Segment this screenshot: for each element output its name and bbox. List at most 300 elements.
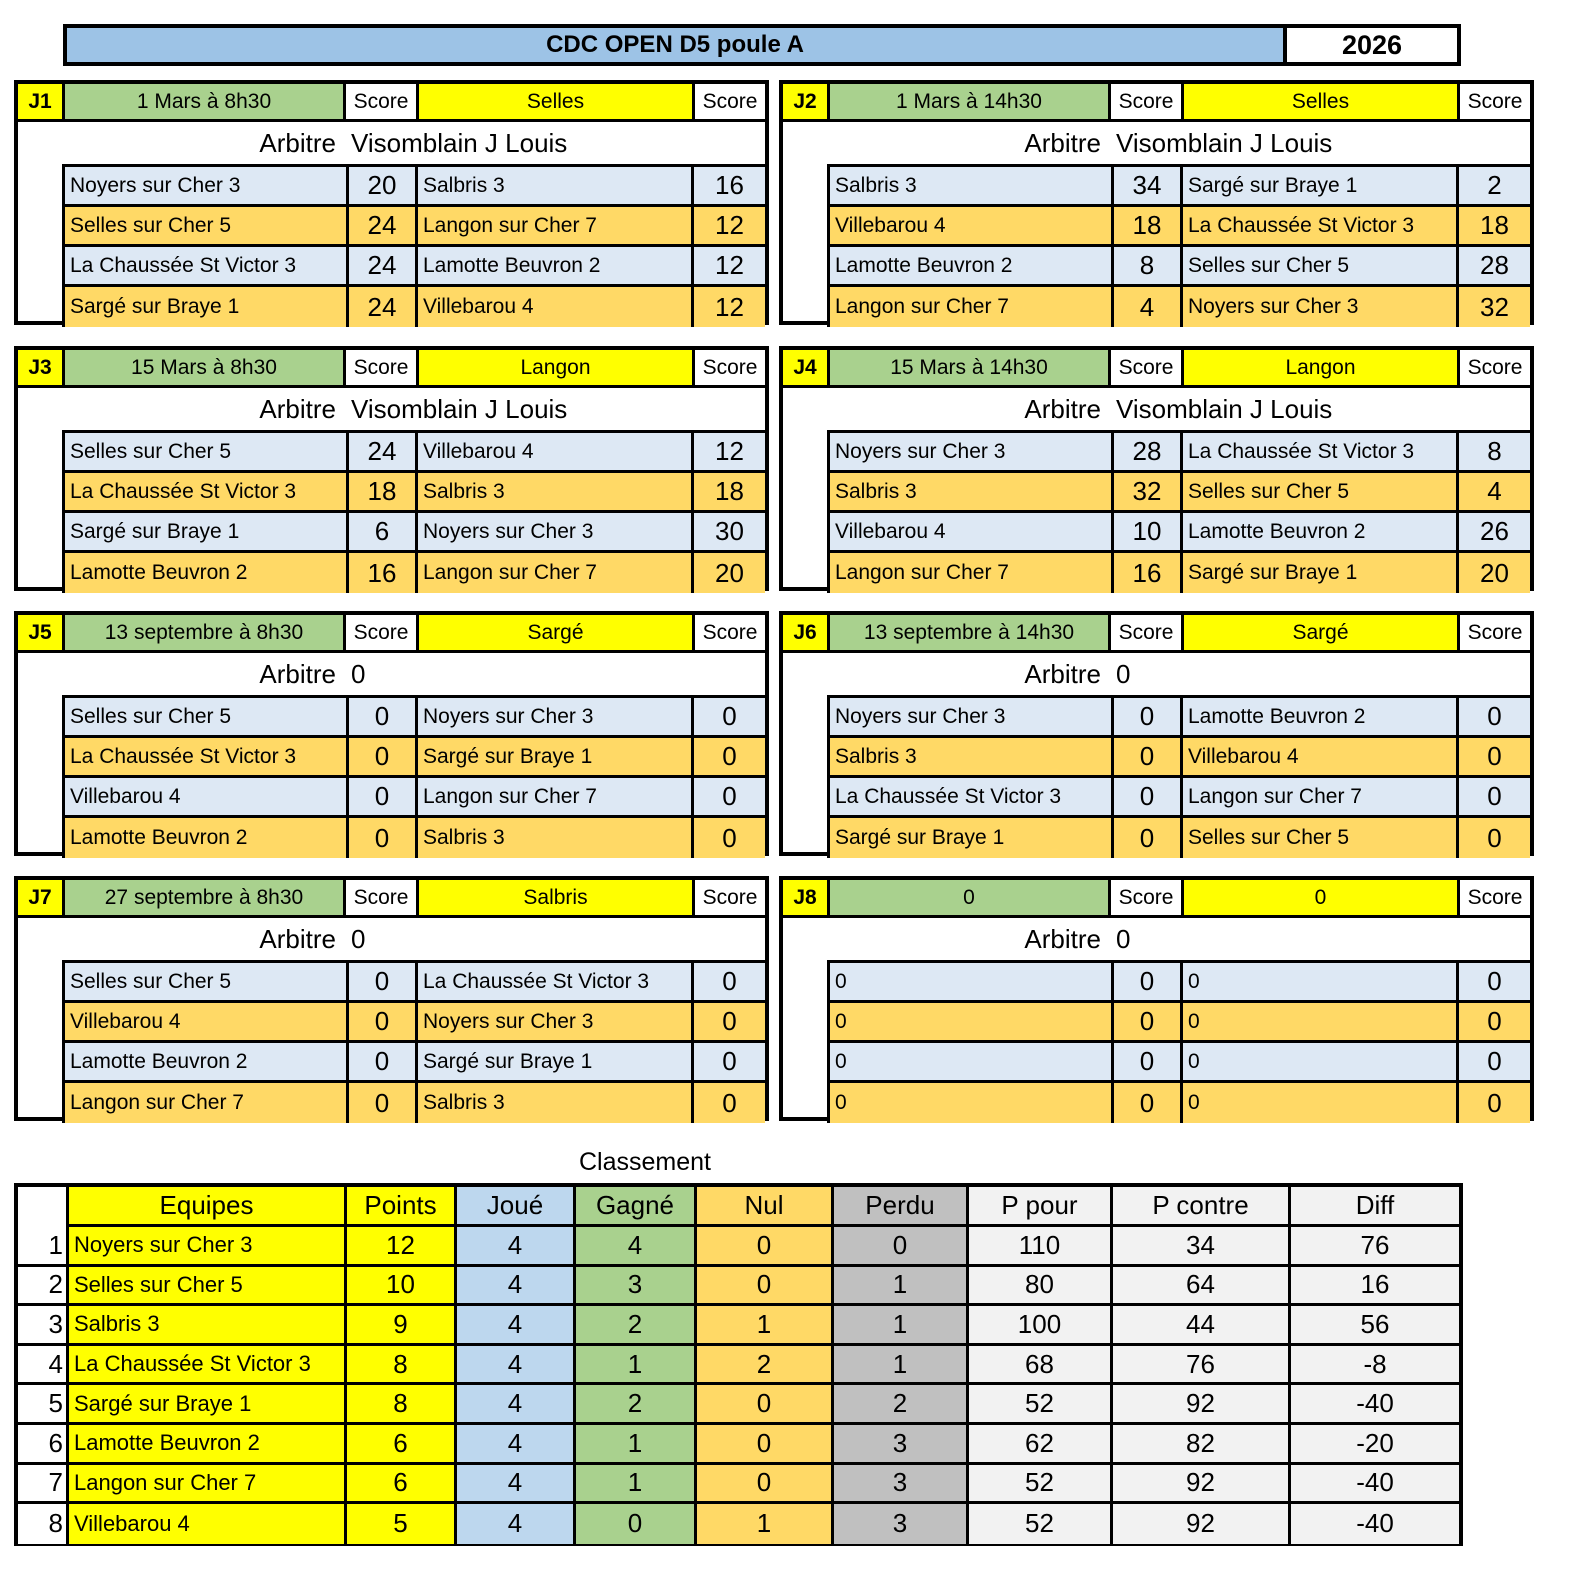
- matchday-date: 1 Mars à 8h30: [65, 84, 346, 122]
- team-cell: Selles sur Cher 5: [66, 1267, 347, 1304]
- match-row: [62, 778, 765, 818]
- match-row: [62, 247, 765, 287]
- match-row: [62, 287, 765, 327]
- p-pour-cell: 52: [969, 1504, 1113, 1544]
- away-team: Villebarou 4: [415, 287, 691, 327]
- score-header-home: Score: [1111, 350, 1184, 388]
- referee-label: Arbitre: [1024, 924, 1101, 954]
- nul-cell: 0: [697, 1227, 834, 1264]
- away-team: Selles sur Cher 5: [1180, 473, 1456, 510]
- home-team: Langon sur Cher 7: [62, 1083, 346, 1123]
- matchday-label: J5: [18, 615, 65, 653]
- home-team: 0: [827, 1043, 1111, 1080]
- matchday-date: 13 septembre à 14h30: [830, 615, 1111, 653]
- matchday-venue: Sargé: [1184, 615, 1460, 653]
- score-header-home: Score: [346, 615, 419, 653]
- score-header-away: Score: [695, 880, 765, 918]
- col-p-contre: P contre: [1113, 1187, 1291, 1227]
- nul-cell: 0: [697, 1385, 834, 1422]
- sheet-title: CDC OPEN D5 poule A: [63, 24, 1287, 66]
- home-team: Noyers sur Cher 3: [62, 167, 346, 204]
- away-score: 20: [691, 553, 765, 593]
- away-team: Lamotte Beuvron 2: [1180, 513, 1456, 550]
- away-team: Villebarou 4: [415, 433, 691, 470]
- match-row: [827, 698, 1530, 738]
- home-score: 8: [1111, 247, 1180, 284]
- away-score: 2: [1456, 167, 1530, 204]
- diff-cell: 16: [1291, 1267, 1459, 1304]
- match-row: [827, 738, 1530, 778]
- col-p-pour: P pour: [969, 1187, 1113, 1227]
- matchday-date: 13 septembre à 8h30: [65, 615, 346, 653]
- away-score: 0: [691, 698, 765, 735]
- matchday-venue: Langon: [1184, 350, 1460, 388]
- referee-name: Visomblain J Louis: [351, 128, 568, 158]
- gagne-cell: 2: [576, 1385, 697, 1422]
- perdu-cell: 0: [834, 1227, 969, 1264]
- standings-row: [18, 1227, 1459, 1267]
- match-list: [827, 167, 1530, 327]
- match-row: [827, 513, 1530, 553]
- points-cell: 9: [347, 1306, 457, 1343]
- p-pour-cell: 100: [969, 1306, 1113, 1343]
- match-row: [827, 167, 1530, 207]
- nul-cell: 2: [697, 1346, 834, 1383]
- match-list: [827, 963, 1530, 1123]
- joue-cell: 4: [457, 1385, 576, 1422]
- rank-cell: 7: [18, 1465, 66, 1502]
- p-pour-cell: 110: [969, 1227, 1113, 1264]
- home-team: Sargé sur Braye 1: [827, 818, 1111, 858]
- home-score: 6: [346, 513, 415, 550]
- away-score: 0: [691, 738, 765, 775]
- match-row: [62, 818, 765, 858]
- perdu-cell: 1: [834, 1346, 969, 1383]
- home-team: Lamotte Beuvron 2: [62, 818, 346, 858]
- score-header-away: Score: [1460, 84, 1530, 122]
- away-score: 8: [1456, 433, 1530, 470]
- matchday-venue: 0: [1184, 880, 1460, 918]
- p-contre-cell: 64: [1113, 1267, 1291, 1304]
- away-team: Salbris 3: [415, 473, 691, 510]
- col-diff: Diff: [1291, 1187, 1459, 1227]
- away-team: 0: [1180, 963, 1456, 1000]
- matchday-block: [14, 346, 769, 591]
- col-nul: Nul: [697, 1187, 834, 1227]
- matchday-block: [14, 80, 769, 325]
- away-team: Noyers sur Cher 3: [1180, 287, 1456, 327]
- score-header-away: Score: [1460, 615, 1530, 653]
- matchday-block: [14, 611, 769, 856]
- match-list: [827, 433, 1530, 593]
- home-team: La Chaussée St Victor 3: [827, 778, 1111, 815]
- away-score: 12: [691, 207, 765, 244]
- match-row: [827, 207, 1530, 247]
- home-score: 0: [1111, 818, 1180, 858]
- referee-name: 0: [351, 659, 366, 689]
- joue-cell: 4: [457, 1267, 576, 1304]
- rank-cell: 3: [18, 1306, 66, 1343]
- matchday-venue: Sargé: [419, 615, 695, 653]
- nul-cell: 1: [697, 1504, 834, 1544]
- home-score: 4: [1111, 287, 1180, 327]
- match-row: [62, 553, 765, 593]
- match-row: [827, 433, 1530, 473]
- match-row: [62, 963, 765, 1003]
- match-row: [827, 287, 1530, 327]
- col-points: Points: [347, 1187, 457, 1227]
- standings-row: [18, 1385, 1459, 1425]
- gagne-cell: 1: [576, 1465, 697, 1502]
- p-contre-cell: 82: [1113, 1425, 1291, 1462]
- match-row: [827, 473, 1530, 513]
- score-header-away: Score: [695, 615, 765, 653]
- home-team: Sargé sur Braye 1: [62, 513, 346, 550]
- referee-row: [18, 918, 765, 960]
- gagne-cell: 3: [576, 1267, 697, 1304]
- referee-label: Arbitre: [259, 924, 336, 954]
- rank-cell: 2: [18, 1267, 66, 1304]
- home-team: Villebarou 4: [827, 513, 1111, 550]
- match-row: [827, 818, 1530, 858]
- p-contre-cell: 34: [1113, 1227, 1291, 1264]
- team-cell: Villebarou 4: [66, 1504, 347, 1544]
- score-header-home: Score: [346, 350, 419, 388]
- matchday-header: [18, 615, 765, 653]
- p-contre-cell: 92: [1113, 1385, 1291, 1422]
- home-score: 0: [346, 698, 415, 735]
- away-score: 0: [691, 1003, 765, 1040]
- home-team: Selles sur Cher 5: [62, 698, 346, 735]
- referee-label: Arbitre: [1024, 659, 1101, 689]
- diff-cell: 56: [1291, 1306, 1459, 1343]
- away-team: Lamotte Beuvron 2: [1180, 698, 1456, 735]
- home-team: Lamotte Beuvron 2: [62, 553, 346, 593]
- home-team: Noyers sur Cher 3: [827, 698, 1111, 735]
- rank-cell: 4: [18, 1346, 66, 1383]
- home-score: 0: [346, 738, 415, 775]
- p-contre-cell: 76: [1113, 1346, 1291, 1383]
- home-score: 24: [346, 287, 415, 327]
- referee-name: Visomblain J Louis: [351, 394, 568, 424]
- away-team: Langon sur Cher 7: [415, 553, 691, 593]
- match-row: [827, 778, 1530, 818]
- team-cell: Lamotte Beuvron 2: [66, 1425, 347, 1462]
- col-gagne: Gagné: [576, 1187, 697, 1227]
- matchday-block: [779, 80, 1534, 325]
- home-team: Salbris 3: [827, 473, 1111, 510]
- away-score: 18: [691, 473, 765, 510]
- away-team: 0: [1180, 1083, 1456, 1123]
- matchday-header: [18, 350, 765, 388]
- away-team: Villebarou 4: [1180, 738, 1456, 775]
- matchday-header: [783, 880, 1530, 918]
- nul-cell: 0: [697, 1465, 834, 1502]
- home-team: 0: [827, 1003, 1111, 1040]
- home-team: Selles sur Cher 5: [62, 433, 346, 470]
- away-team: 0: [1180, 1003, 1456, 1040]
- match-row: [827, 553, 1530, 593]
- joue-cell: 4: [457, 1504, 576, 1544]
- away-score: 18: [1456, 207, 1530, 244]
- diff-cell: -40: [1291, 1465, 1459, 1502]
- points-cell: 6: [347, 1465, 457, 1502]
- rank-cell: 8: [18, 1504, 66, 1544]
- p-pour-cell: 52: [969, 1465, 1113, 1502]
- joue-cell: 4: [457, 1306, 576, 1343]
- home-score: 24: [346, 207, 415, 244]
- matchday-date: 15 Mars à 8h30: [65, 350, 346, 388]
- perdu-cell: 1: [834, 1306, 969, 1343]
- home-score: 0: [1111, 738, 1180, 775]
- away-score: 16: [691, 167, 765, 204]
- away-team: Noyers sur Cher 3: [415, 698, 691, 735]
- score-header-home: Score: [346, 84, 419, 122]
- home-team: Noyers sur Cher 3: [827, 433, 1111, 470]
- diff-cell: 76: [1291, 1227, 1459, 1264]
- matchday-label: J2: [783, 84, 830, 122]
- home-score: 10: [1111, 513, 1180, 550]
- home-score: 0: [1111, 1003, 1180, 1040]
- referee-name: 0: [1116, 659, 1131, 689]
- standings-row: [18, 1504, 1459, 1544]
- referee-name: 0: [351, 924, 366, 954]
- away-team: Salbris 3: [415, 818, 691, 858]
- referee-row: [783, 122, 1530, 164]
- home-score: 16: [1111, 553, 1180, 593]
- away-score: 0: [1456, 1043, 1530, 1080]
- nul-cell: 1: [697, 1306, 834, 1343]
- away-team: 0: [1180, 1043, 1456, 1080]
- away-score: 0: [1456, 698, 1530, 735]
- nul-cell: 0: [697, 1425, 834, 1462]
- matchday-venue: Salbris: [419, 880, 695, 918]
- match-row: [827, 1043, 1530, 1083]
- home-score: 0: [1111, 963, 1180, 1000]
- away-score: 0: [1456, 963, 1530, 1000]
- p-contre-cell: 44: [1113, 1306, 1291, 1343]
- home-team: Villebarou 4: [62, 778, 346, 815]
- referee-name: 0: [1116, 924, 1131, 954]
- away-score: 0: [691, 778, 765, 815]
- away-team: Sargé sur Braye 1: [1180, 167, 1456, 204]
- points-cell: 5: [347, 1504, 457, 1544]
- away-team: Langon sur Cher 7: [1180, 778, 1456, 815]
- standings-row: [18, 1425, 1459, 1465]
- referee-name: Visomblain J Louis: [1116, 394, 1333, 424]
- team-cell: Sargé sur Braye 1: [66, 1385, 347, 1422]
- away-team: Lamotte Beuvron 2: [415, 247, 691, 284]
- standings-row: [18, 1465, 1459, 1505]
- away-score: 0: [691, 1083, 765, 1123]
- home-team: 0: [827, 963, 1111, 1000]
- diff-cell: -20: [1291, 1425, 1459, 1462]
- match-list: [62, 433, 765, 593]
- perdu-cell: 3: [834, 1504, 969, 1544]
- p-contre-cell: 92: [1113, 1465, 1291, 1502]
- matchday-venue: Langon: [419, 350, 695, 388]
- matchday-block: [779, 611, 1534, 856]
- col-joue: Joué: [457, 1187, 576, 1227]
- away-team: Langon sur Cher 7: [415, 778, 691, 815]
- home-team: Langon sur Cher 7: [827, 287, 1111, 327]
- score-header-home: Score: [346, 880, 419, 918]
- matchday-label: J7: [18, 880, 65, 918]
- home-team: Selles sur Cher 5: [62, 207, 346, 244]
- away-team: Sargé sur Braye 1: [415, 1043, 691, 1080]
- matchday-header: [18, 880, 765, 918]
- points-cell: 12: [347, 1227, 457, 1264]
- match-list: [827, 698, 1530, 858]
- home-score: 16: [346, 553, 415, 593]
- matchday-header: [783, 615, 1530, 653]
- matchday-label: J1: [18, 84, 65, 122]
- gagne-cell: 1: [576, 1346, 697, 1383]
- home-team: Selles sur Cher 5: [62, 963, 346, 1000]
- season-year: 2026: [1287, 24, 1461, 66]
- col-perdu: Perdu: [834, 1187, 969, 1227]
- home-team: Lamotte Beuvron 2: [62, 1043, 346, 1080]
- matchday-block: [779, 876, 1534, 1121]
- home-team: Villebarou 4: [827, 207, 1111, 244]
- match-row: [62, 1003, 765, 1043]
- rank-cell: 6: [18, 1425, 66, 1462]
- score-header-away: Score: [1460, 350, 1530, 388]
- home-score: 0: [346, 1043, 415, 1080]
- team-cell: Salbris 3: [66, 1306, 347, 1343]
- p-pour-cell: 68: [969, 1346, 1113, 1383]
- referee-label: Arbitre: [1024, 394, 1101, 424]
- points-cell: 8: [347, 1385, 457, 1422]
- matchday-block: [14, 876, 769, 1121]
- perdu-cell: 3: [834, 1465, 969, 1502]
- match-row: [62, 513, 765, 553]
- match-row: [62, 433, 765, 473]
- home-score: 24: [346, 433, 415, 470]
- away-team: Salbris 3: [415, 167, 691, 204]
- away-score: 12: [691, 433, 765, 470]
- home-team: Villebarou 4: [62, 1003, 346, 1040]
- home-score: 0: [1111, 778, 1180, 815]
- away-score: 30: [691, 513, 765, 550]
- score-header-away: Score: [1460, 880, 1530, 918]
- home-team: La Chaussée St Victor 3: [62, 473, 346, 510]
- matchday-venue: Selles: [1184, 84, 1460, 122]
- home-score: 0: [346, 1003, 415, 1040]
- diff-cell: -8: [1291, 1346, 1459, 1383]
- score-header-home: Score: [1111, 615, 1184, 653]
- matchday-header: [18, 84, 765, 122]
- match-row: [827, 1003, 1530, 1043]
- match-row: [62, 207, 765, 247]
- away-team: Selles sur Cher 5: [1180, 818, 1456, 858]
- away-score: 26: [1456, 513, 1530, 550]
- away-score: 20: [1456, 553, 1530, 593]
- classement-table: [14, 1183, 1463, 1546]
- points-cell: 8: [347, 1346, 457, 1383]
- away-score: 0: [1456, 778, 1530, 815]
- match-list: [62, 698, 765, 858]
- matchday-date: 15 Mars à 14h30: [830, 350, 1111, 388]
- away-team: La Chaussée St Victor 3: [1180, 433, 1456, 470]
- matchday-date: 0: [830, 880, 1111, 918]
- home-score: 0: [346, 963, 415, 1000]
- home-score: 0: [1111, 698, 1180, 735]
- diff-cell: -40: [1291, 1504, 1459, 1544]
- match-row: [62, 1043, 765, 1083]
- referee-row: [783, 918, 1530, 960]
- away-team: La Chaussée St Victor 3: [415, 963, 691, 1000]
- perdu-cell: 1: [834, 1267, 969, 1304]
- nul-cell: 0: [697, 1267, 834, 1304]
- match-row: [62, 738, 765, 778]
- referee-name: Visomblain J Louis: [1116, 128, 1333, 158]
- away-score: 28: [1456, 247, 1530, 284]
- referee-label: Arbitre: [259, 128, 336, 158]
- referee-row: [783, 653, 1530, 695]
- points-cell: 10: [347, 1267, 457, 1304]
- home-score: 0: [346, 778, 415, 815]
- p-contre-cell: 92: [1113, 1504, 1291, 1544]
- classement-header: [66, 1187, 1459, 1227]
- standings-row: [18, 1306, 1459, 1346]
- joue-cell: 4: [457, 1465, 576, 1502]
- perdu-cell: 3: [834, 1425, 969, 1462]
- home-team: La Chaussée St Victor 3: [62, 247, 346, 284]
- referee-row: [18, 388, 765, 430]
- away-team: Salbris 3: [415, 1083, 691, 1123]
- standings-row: [18, 1267, 1459, 1307]
- home-score: 18: [1111, 207, 1180, 244]
- match-row: [62, 167, 765, 207]
- gagne-cell: 2: [576, 1306, 697, 1343]
- home-score: 34: [1111, 167, 1180, 204]
- away-score: 0: [691, 963, 765, 1000]
- p-pour-cell: 52: [969, 1385, 1113, 1422]
- match-row: [827, 1083, 1530, 1123]
- home-score: 0: [346, 1083, 415, 1123]
- matchday-header: [783, 350, 1530, 388]
- referee-label: Arbitre: [1024, 128, 1101, 158]
- match-row: [827, 963, 1530, 1003]
- home-team: La Chaussée St Victor 3: [62, 738, 346, 775]
- matchday-label: J8: [783, 880, 830, 918]
- away-score: 4: [1456, 473, 1530, 510]
- away-score: 0: [691, 818, 765, 858]
- home-team: Salbris 3: [827, 167, 1111, 204]
- home-team: Salbris 3: [827, 738, 1111, 775]
- away-team: Selles sur Cher 5: [1180, 247, 1456, 284]
- matchday-date: 1 Mars à 14h30: [830, 84, 1111, 122]
- p-pour-cell: 80: [969, 1267, 1113, 1304]
- referee-label: Arbitre: [259, 394, 336, 424]
- home-team: Lamotte Beuvron 2: [827, 247, 1111, 284]
- home-score: 20: [346, 167, 415, 204]
- classement-title: Classement: [579, 1148, 711, 1176]
- joue-cell: 4: [457, 1346, 576, 1383]
- matchday-block: [779, 346, 1534, 591]
- away-score: 0: [1456, 1083, 1530, 1123]
- matchday-label: J6: [783, 615, 830, 653]
- away-score: 0: [1456, 738, 1530, 775]
- joue-cell: 4: [457, 1425, 576, 1462]
- p-pour-cell: 62: [969, 1425, 1113, 1462]
- perdu-cell: 2: [834, 1385, 969, 1422]
- rank-cell: 5: [18, 1385, 66, 1422]
- away-team: Sargé sur Braye 1: [1180, 553, 1456, 593]
- match-row: [62, 1083, 765, 1123]
- away-score: 12: [691, 287, 765, 327]
